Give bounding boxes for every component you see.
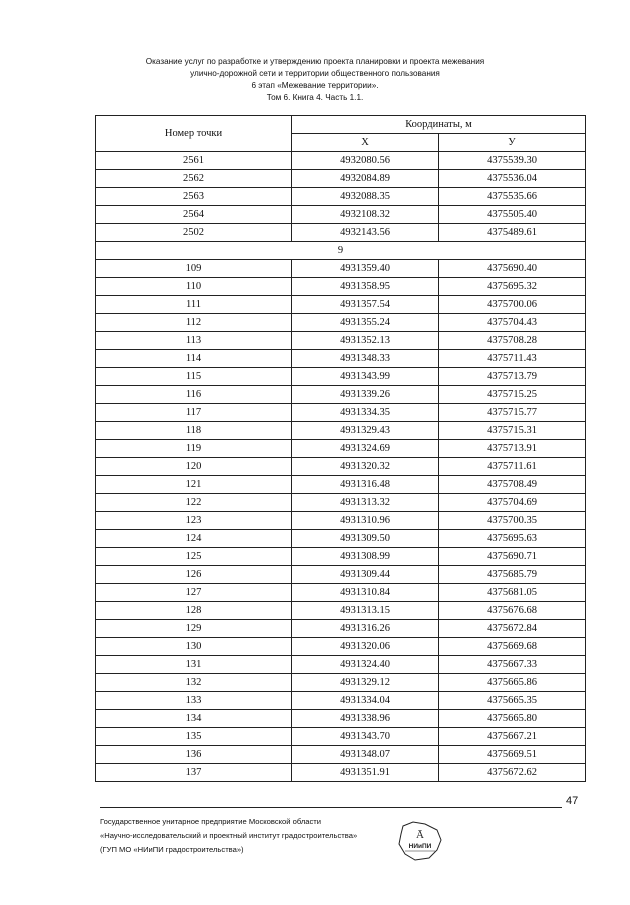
point-number-cell: 123 (96, 512, 292, 530)
table-row (96, 170, 586, 188)
x-coordinate-cell: 4931310.96 (292, 512, 439, 530)
point-number-cell: 110 (96, 278, 292, 296)
table-body-group-1 (96, 152, 586, 242)
point-number-cell: 119 (96, 440, 292, 458)
point-number-cell: 133 (96, 692, 292, 710)
table-row (96, 350, 586, 368)
x-coordinate-cell: 4931324.40 (292, 656, 439, 674)
svg-text:Ā: Ā (416, 829, 424, 841)
point-number-cell: 116 (96, 386, 292, 404)
table-row (96, 332, 586, 350)
y-coordinate-cell: 4375704.69 (439, 494, 586, 512)
point-number-cell: 121 (96, 476, 292, 494)
point-number-cell: 129 (96, 620, 292, 638)
y-coordinate-cell: 4375669.51 (439, 746, 586, 764)
table-row (96, 404, 586, 422)
x-coordinate-cell: 4931359.40 (292, 260, 439, 278)
y-coordinate-cell: 4375708.28 (439, 332, 586, 350)
footer-line-3: (ГУП МО «НИиПИ градостроительства») (100, 845, 244, 854)
point-number-cell: 118 (96, 422, 292, 440)
x-coordinate-cell: 4931348.33 (292, 350, 439, 368)
point-number-cell: 2561 (96, 152, 292, 170)
point-number-cell: 130 (96, 638, 292, 656)
y-coordinate-cell: 4375676.68 (439, 602, 586, 620)
point-number-cell: 136 (96, 746, 292, 764)
y-coordinate-cell: 4375665.86 (439, 674, 586, 692)
table-row (96, 620, 586, 638)
table-row (96, 422, 586, 440)
y-coordinate-cell: 4375665.80 (439, 710, 586, 728)
x-coordinate-cell: 4931308.99 (292, 548, 439, 566)
table-row (96, 512, 586, 530)
x-coordinate-cell: 4931320.32 (292, 458, 439, 476)
y-coordinate-cell: 4375539.30 (439, 152, 586, 170)
y-coordinate-cell: 4375715.25 (439, 386, 586, 404)
x-coordinate-cell: 4931313.32 (292, 494, 439, 512)
table-row (96, 278, 586, 296)
table-row (96, 746, 586, 764)
x-coordinate-cell: 4932084.89 (292, 170, 439, 188)
logo-text: НИиПИ (408, 843, 432, 850)
x-header: X (292, 134, 439, 152)
y-coordinate-cell: 4375690.40 (439, 260, 586, 278)
y-coordinate-cell: 4375505.40 (439, 206, 586, 224)
table-row (96, 566, 586, 584)
point-number-cell: 113 (96, 332, 292, 350)
y-coordinate-cell: 4375711.61 (439, 458, 586, 476)
coordinates-table (95, 115, 586, 782)
y-coordinate-cell: 4375715.77 (439, 404, 586, 422)
footer (100, 815, 357, 857)
point-number-cell: 117 (96, 404, 292, 422)
header-line-2: улично-дорожной сети и территории общественного пользования (190, 69, 440, 78)
point-number-cell: 115 (96, 368, 292, 386)
table-row (96, 530, 586, 548)
table-row (96, 584, 586, 602)
x-coordinate-cell: 4931329.12 (292, 674, 439, 692)
x-coordinate-cell: 4931309.50 (292, 530, 439, 548)
y-coordinate-cell: 4375690.71 (439, 548, 586, 566)
header-line-1: Оказание услуг по разработке и утверждению проекта планировки и проекта межевания (145, 57, 485, 66)
y-coordinate-cell: 4375681.05 (439, 584, 586, 602)
table-body-group-2 (96, 260, 586, 782)
y-coordinate-cell: 4375704.43 (439, 314, 586, 332)
point-number-cell: 2564 (96, 206, 292, 224)
footer-divider (100, 807, 562, 808)
x-coordinate-cell: 4931310.84 (292, 584, 439, 602)
point-number-cell: 2562 (96, 170, 292, 188)
y-coordinate-cell: 4375715.31 (439, 422, 586, 440)
x-coordinate-cell: 4931338.96 (292, 710, 439, 728)
point-number-cell: 120 (96, 458, 292, 476)
point-number-cell: 122 (96, 494, 292, 512)
y-coordinate-cell: 4375536.04 (439, 170, 586, 188)
footer-line-1: Государственное унитарное предприятие Московской области (100, 817, 322, 826)
header-line-4: Том 6. Книга 4. Часть 1.1. (266, 93, 364, 102)
table-row (96, 764, 586, 782)
point-number-cell: 128 (96, 602, 292, 620)
y-coordinate-cell: 4375672.84 (439, 620, 586, 638)
x-coordinate-cell: 4931334.04 (292, 692, 439, 710)
x-coordinate-cell: 4931355.24 (292, 314, 439, 332)
page-number: 47 (566, 795, 579, 807)
point-number-header: Номер точки (96, 116, 292, 152)
x-coordinate-cell: 4932088.35 (292, 188, 439, 206)
point-number-cell: 109 (96, 260, 292, 278)
x-coordinate-cell: 4931334.35 (292, 404, 439, 422)
y-header: У (439, 134, 586, 152)
point-number-cell: 111 (96, 296, 292, 314)
y-coordinate-cell: 4375685.79 (439, 566, 586, 584)
table-row (96, 386, 586, 404)
point-number-cell: 114 (96, 350, 292, 368)
table-row (96, 638, 586, 656)
point-number-cell: 135 (96, 728, 292, 746)
x-coordinate-cell: 4931316.48 (292, 476, 439, 494)
table-row (96, 224, 586, 242)
x-coordinate-cell: 4931324.69 (292, 440, 439, 458)
coordinates-header: Координаты, м (292, 116, 586, 134)
y-coordinate-cell: 4375713.91 (439, 440, 586, 458)
institute-logo (395, 820, 445, 862)
y-coordinate-cell: 4375695.32 (439, 278, 586, 296)
x-coordinate-cell: 4931313.15 (292, 602, 439, 620)
x-coordinate-cell: 4932108.32 (292, 206, 439, 224)
table-row (96, 656, 586, 674)
point-number-cell: 125 (96, 548, 292, 566)
point-number-cell: 124 (96, 530, 292, 548)
x-coordinate-cell: 4931329.43 (292, 422, 439, 440)
point-number-cell: 127 (96, 584, 292, 602)
y-coordinate-cell: 4375711.43 (439, 350, 586, 368)
point-number-cell: 126 (96, 566, 292, 584)
y-coordinate-cell: 4375489.61 (439, 224, 586, 242)
table-row (96, 494, 586, 512)
point-number-cell: 2502 (96, 224, 292, 242)
section-label: 9 (96, 242, 586, 260)
table-row (96, 548, 586, 566)
x-coordinate-cell: 4931348.07 (292, 746, 439, 764)
table-row (96, 674, 586, 692)
y-coordinate-cell: 4375672.62 (439, 764, 586, 782)
y-coordinate-cell: 4375669.68 (439, 638, 586, 656)
y-coordinate-cell: 4375708.49 (439, 476, 586, 494)
table-row (96, 368, 586, 386)
x-coordinate-cell: 4931316.26 (292, 620, 439, 638)
table-row (96, 296, 586, 314)
table-row (96, 440, 586, 458)
footer-line-2: «Научно-исследовательский и проектный институт градостроительства» (100, 831, 358, 840)
x-coordinate-cell: 4931343.70 (292, 728, 439, 746)
table-row (96, 458, 586, 476)
x-coordinate-cell: 4931357.54 (292, 296, 439, 314)
x-coordinate-cell: 4931339.26 (292, 386, 439, 404)
table-row (96, 152, 586, 170)
point-number-cell: 132 (96, 674, 292, 692)
y-coordinate-cell: 4375667.33 (439, 656, 586, 674)
table-row (96, 710, 586, 728)
x-coordinate-cell: 4931351.91 (292, 764, 439, 782)
y-coordinate-cell: 4375700.35 (439, 512, 586, 530)
x-coordinate-cell: 4932143.56 (292, 224, 439, 242)
x-coordinate-cell: 4931352.13 (292, 332, 439, 350)
table-row (96, 260, 586, 278)
x-coordinate-cell: 4931358.95 (292, 278, 439, 296)
x-coordinate-cell: 4931320.06 (292, 638, 439, 656)
y-coordinate-cell: 4375667.21 (439, 728, 586, 746)
y-coordinate-cell: 4375695.63 (439, 530, 586, 548)
point-number-cell: 137 (96, 764, 292, 782)
point-number-cell: 2563 (96, 188, 292, 206)
table-row (96, 728, 586, 746)
point-number-cell: 131 (96, 656, 292, 674)
point-number-cell: 112 (96, 314, 292, 332)
x-coordinate-cell: 4931309.44 (292, 566, 439, 584)
y-coordinate-cell: 4375665.35 (439, 692, 586, 710)
table-row (96, 314, 586, 332)
table-row (96, 206, 586, 224)
table-row (96, 692, 586, 710)
table-row (96, 188, 586, 206)
point-number-cell: 134 (96, 710, 292, 728)
table-row (96, 476, 586, 494)
y-coordinate-cell: 4375700.06 (439, 296, 586, 314)
y-coordinate-cell: 4375713.79 (439, 368, 586, 386)
header-line-3: 6 этап «Межевание территории». (251, 81, 379, 90)
document-header (100, 56, 530, 104)
x-coordinate-cell: 4931343.99 (292, 368, 439, 386)
x-coordinate-cell: 4932080.56 (292, 152, 439, 170)
y-coordinate-cell: 4375535.66 (439, 188, 586, 206)
table-row (96, 602, 586, 620)
